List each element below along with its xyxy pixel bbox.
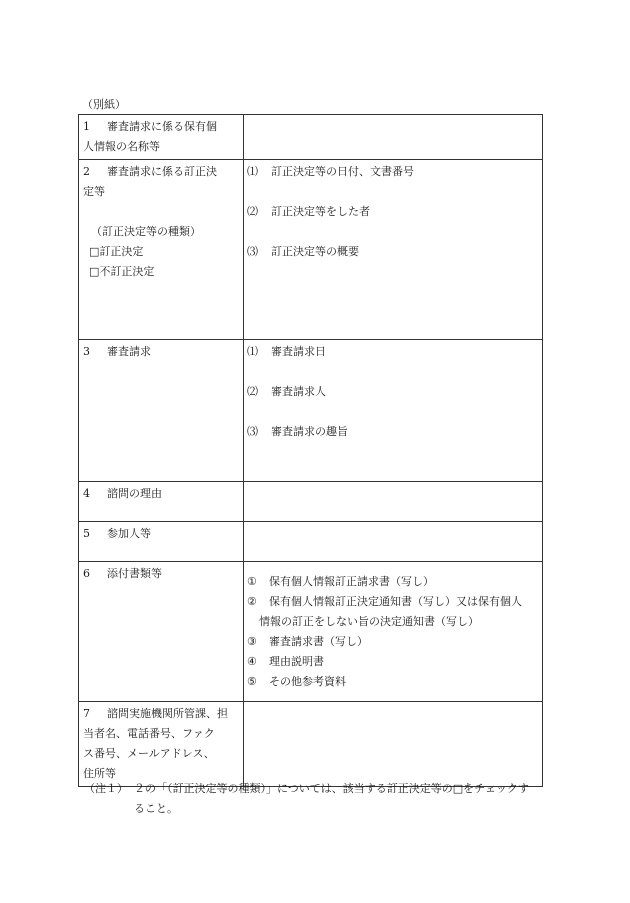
row-label-line: 諮問の理由	[107, 487, 162, 500]
footnote-tag: （注１）	[84, 782, 128, 795]
row-4-label-cell	[79, 482, 244, 522]
row-3-value-cell[interactable]	[244, 340, 543, 482]
row-label-line: ス番号、メールアドレス、	[83, 747, 215, 760]
item-text: 審査請求書（写し）	[269, 635, 368, 648]
checkbox-correction-decision[interactable]: □訂正決定	[89, 245, 144, 258]
row-label-line: 定等	[83, 185, 105, 198]
item-text: 審査請求の趣旨	[271, 425, 348, 438]
item-text-continued: 情報の訂正をしない旨の決定通知書（写し）	[259, 615, 479, 628]
row-number: 6	[83, 567, 90, 580]
item-text: 保有個人情報訂正決定通知書（写し）又は保有個人	[269, 595, 522, 608]
item-mark: ⑤	[247, 675, 257, 688]
footnote	[84, 779, 564, 819]
item-mark: ③	[247, 635, 257, 648]
item-mark: ⑶	[247, 245, 258, 258]
item-text: 理由説明書	[269, 655, 324, 668]
table-row	[79, 160, 543, 340]
row-label-line: 添付書類等	[107, 567, 162, 580]
attachment-label: （別紙）	[82, 98, 126, 111]
row-7-label-cell	[79, 702, 244, 787]
row-number: 5	[83, 527, 90, 540]
item-mark: ⑴	[247, 345, 258, 358]
item-text: その他参考資料	[269, 675, 346, 688]
table-row	[79, 562, 543, 702]
row-label-line: 参加人等	[107, 527, 151, 540]
item-text: 訂正決定等の概要	[271, 245, 359, 258]
row-4-value-cell[interactable]	[244, 482, 543, 522]
checkbox-non-correction-decision[interactable]: □不訂正決定	[89, 265, 155, 278]
table-row	[79, 482, 543, 522]
item-mark: ⑵	[247, 385, 258, 398]
item-text: 審査請求日	[271, 345, 326, 358]
row-number: 4	[83, 487, 90, 500]
row-label-line: 審査請求	[107, 345, 151, 358]
row-5-value-cell[interactable]	[244, 522, 543, 562]
footnote-text-continued: ること。	[134, 802, 178, 815]
row-number: 7	[83, 707, 90, 720]
item-text: 審査請求人	[271, 385, 326, 398]
row-3-label-cell	[79, 340, 244, 482]
item-text: 訂正決定等をした者	[271, 205, 370, 218]
item-text: 保有個人情報訂正請求書（写し）	[269, 575, 434, 588]
form-table	[78, 114, 543, 787]
item-mark: ④	[247, 655, 257, 668]
item-mark: ②	[247, 595, 257, 608]
table-row	[79, 522, 543, 562]
row-1-value-cell[interactable]	[244, 115, 543, 160]
footnote-text: ２の「（訂正決定等の種類）」については、該当する訂正決定等の□をチェックす	[134, 782, 529, 795]
row-label-line: 審査請求に係る保有個	[107, 120, 217, 133]
row-label-line: 住所等	[83, 767, 116, 780]
row-number: 1	[83, 120, 90, 133]
row-2-value-cell[interactable]	[244, 160, 543, 340]
item-mark: ⑵	[247, 205, 258, 218]
table-row	[79, 702, 543, 787]
item-text: 訂正決定等の日付、文書番号	[271, 165, 414, 178]
row-7-value-cell[interactable]	[244, 702, 543, 787]
row-label-line: 審査請求に係る訂正決	[107, 165, 217, 178]
table-row	[79, 340, 543, 482]
row-1-label-cell	[79, 115, 244, 160]
item-mark: ⑶	[247, 425, 258, 438]
row-2-label-cell	[79, 160, 244, 340]
item-mark: ⑴	[247, 165, 258, 178]
decision-type-heading: （訂正決定等の種類）	[91, 225, 201, 238]
item-mark: ①	[247, 575, 257, 588]
row-6-label-cell	[79, 562, 244, 702]
table-row	[79, 115, 543, 160]
row-number: 2	[83, 165, 90, 178]
row-number: 3	[83, 345, 90, 358]
row-label-line: 人情報の名称等	[83, 140, 160, 153]
row-5-label-cell	[79, 522, 244, 562]
row-label-line: 諮問実施機関所管課、担	[107, 707, 228, 720]
row-label-line: 当者名、電話番号、ファク	[83, 727, 215, 740]
row-6-value-cell[interactable]	[244, 562, 543, 702]
